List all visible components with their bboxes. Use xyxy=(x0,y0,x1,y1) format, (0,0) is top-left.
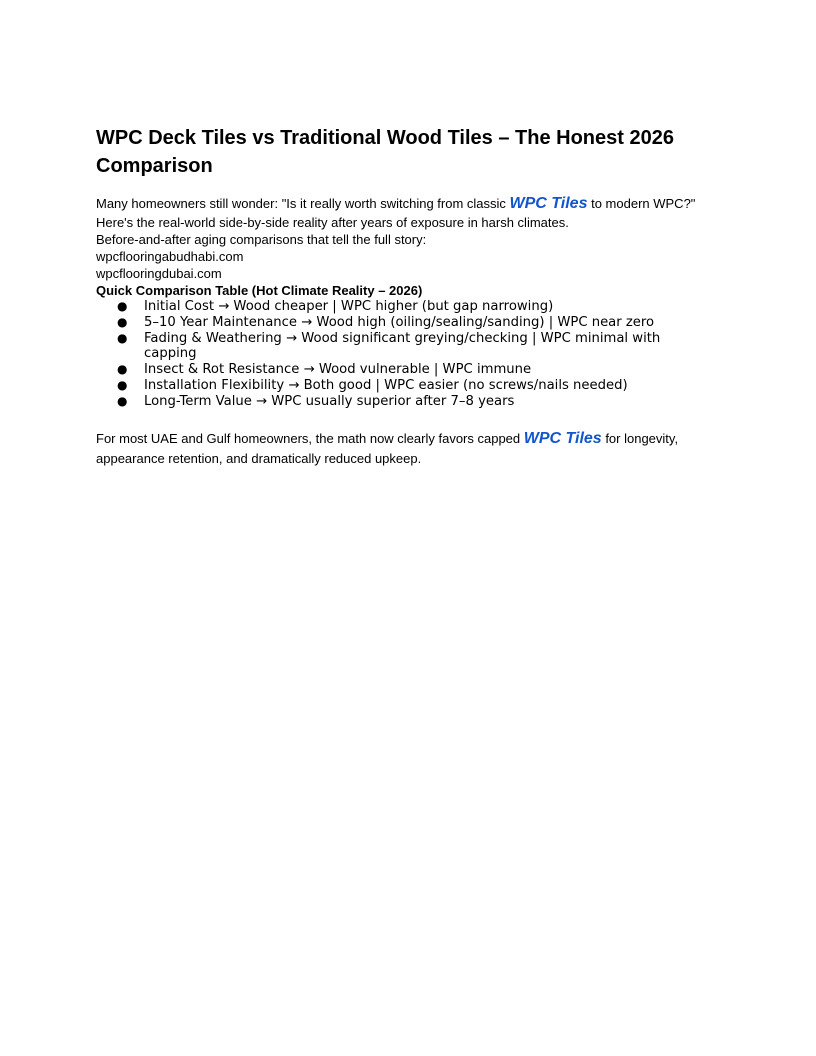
list-item xyxy=(96,315,684,331)
list-spacer xyxy=(96,410,736,429)
bullet-icon: ● xyxy=(117,330,128,345)
bullet-icon: ● xyxy=(117,314,128,329)
comparison-list xyxy=(96,299,736,410)
list-item xyxy=(96,362,684,378)
site-dubai: wpcflooringdubai.com xyxy=(96,266,222,281)
bullet-icon: ● xyxy=(117,393,128,408)
title-spacer xyxy=(96,180,736,194)
list-item-text: Fading & Weathering → Wood significant greying/checking | WPC minimal with capping xyxy=(144,330,661,362)
list-item-text: Long-Term Value → WPC usually superior after 7–8 years xyxy=(144,393,515,409)
list-item-text: Insect & Rot Resistance → Wood vulnerable | WPC immune xyxy=(144,362,532,378)
intro-paragraph-line3: Before-and-after aging comparisons that tell the full story: xyxy=(96,232,427,247)
intro-text-after-link: to modern WPC?" xyxy=(587,196,696,211)
list-item-text: 5–10 Year Maintenance → Wood high (oiling/sealing/sanding) | WPC near zero xyxy=(144,314,655,330)
list-item-text: Initial Cost → Wood cheaper | WPC higher (but gap narrowing) xyxy=(144,299,554,314)
list-item xyxy=(96,378,684,394)
list-item-text: Installation Flexibility → Both good | WPC easier (no screws/nails needed) xyxy=(144,377,628,393)
page-title: WPC Deck Tiles vs Traditional Wood Tiles – The Honest 2026 Comparison xyxy=(96,127,674,177)
closing-text-after-link: for longevity, appearance retention, and dramatically reduced upkeep. xyxy=(96,430,679,466)
list-item xyxy=(96,394,684,410)
wpc-tiles-link-intro[interactable]: WPC Tiles xyxy=(509,195,588,212)
site-abudhabi: wpcflooringabudhabi.com xyxy=(96,249,244,264)
intro-paragraph-line1 xyxy=(96,194,736,214)
bullet-icon: ● xyxy=(117,377,128,392)
bullet-icon: ● xyxy=(117,362,128,377)
wpc-tiles-link-closing[interactable]: WPC Tiles xyxy=(523,429,602,447)
closing-text-before-link: For most UAE and Gulf homeowners, the math now clearly favors capped xyxy=(96,430,524,446)
intro-text-before-link: Many homeowners still wonder: "Is it really worth switching from classic xyxy=(96,196,510,211)
list-item xyxy=(96,331,684,363)
bullet-icon: ● xyxy=(117,299,128,313)
list-item xyxy=(96,299,684,315)
comparison-table-heading: Quick Comparison Table (Hot Climate Reality – 2026) xyxy=(96,283,423,298)
document-page xyxy=(96,124,736,469)
intro-paragraph-line2: Here's the real-world side-by-side reality after years of exposure in harsh climates. xyxy=(96,215,569,230)
closing-paragraph xyxy=(96,429,736,469)
